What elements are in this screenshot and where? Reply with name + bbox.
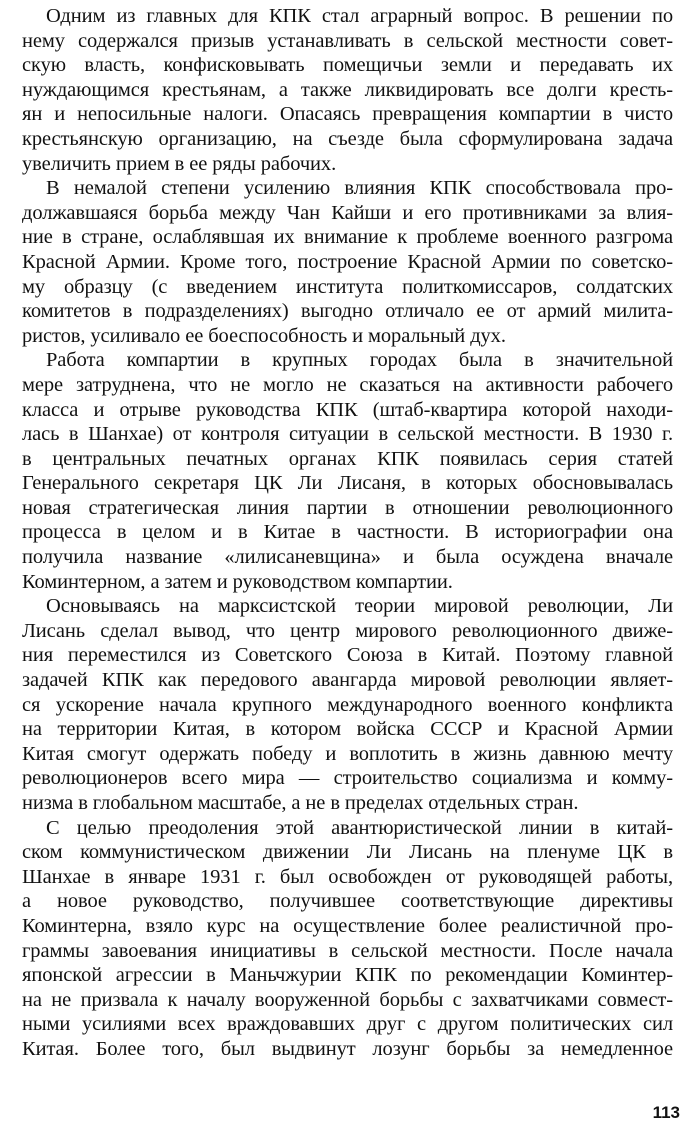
text-line: му образцу (с введением института политкомиссаров, солдатских (22, 275, 673, 298)
body-text (22, 4, 673, 1062)
text-line: ском коммунистическом движении Ли Лисань на пленуме ЦК в (22, 841, 673, 864)
text-line: нему содержался призыв устанавливать в сельской местности совет- (22, 29, 673, 52)
text-line: новая стратегическая линия партии в отношении революционного (22, 496, 673, 519)
page-number: 113 (652, 1103, 680, 1122)
text-line: в центральных печатных органах КПК появилась серия статей (22, 447, 673, 470)
text-line: Шанхае в январе 1931 г. был освобожден от руководящей работы, (22, 865, 673, 888)
text-line: революционеров всего мира — строительство социализма и комму- (22, 767, 673, 790)
text-line: мере затруднена, что не могло не сказаться на активности рабочего (22, 373, 673, 396)
text-line: ян и непосильные налоги. Опасаясь превращения компартии в чисто (22, 103, 673, 126)
text-line: ние в стране, ослаблявшая их внимание к проблеме военного разгрома (22, 226, 673, 249)
text-line: увеличить прием в ее ряды рабочих. (22, 152, 337, 175)
text-line: Красной Армии. Кроме того, построение Красной Армии по советско- (22, 250, 673, 273)
text-line: Работа компартии в крупных городах была в значительной (46, 349, 673, 372)
text-line: японской агрессии в Маньчжурии КПК по рекомендации Коминтер- (22, 964, 673, 987)
text-line: процесса в целом и в Китае в частности. В историографии она (22, 521, 673, 544)
text-line: В немалой степени усилению влияния КПК способствовала про- (46, 177, 673, 200)
text-line: Китая смогут одержать победу и воплотить в жизнь давнюю мечту (22, 742, 673, 765)
text-line: а новое руководство, получившее соответствующие директивы (22, 890, 673, 913)
text-line: Основываясь на марксистской теории мировой революции, Ли (46, 595, 673, 618)
text-line: Коминтерна, взяло курс на осуществление более реалистичной про- (22, 914, 673, 937)
text-line: ными усилиями всех враждовавших друг с другом политических сил (22, 1013, 673, 1036)
text-line: ся ускорение начала крупного международного военного конфликта (22, 693, 673, 716)
text-line: Одним из главных для КПК стал аграрный вопрос. В решении по (46, 5, 673, 27)
text-line: комитетов в подразделениях) выгодно отличало ее от армий милита- (22, 300, 673, 323)
text-line: нуждающимся крестьянам, а также ликвидировать все долги кресть- (22, 78, 673, 101)
text-line: С целью преодоления этой авантюристической линии в китай- (46, 816, 673, 839)
text-line: Коминтерном, а затем и руководством компартии. (22, 570, 453, 593)
text-line: класса и отрыве руководства КПК (штаб-квартира которой находи- (22, 398, 673, 421)
text-line: Лисань сделал вывод, что центр мирового революционного движе- (22, 619, 673, 642)
text-line: граммы завоевания инициативы в сельской местности. После начала (22, 939, 673, 962)
text-line: Генерального секретаря ЦК Ли Лисаня, в которых обосновывалась (22, 472, 673, 495)
text-line: скую власть, конфисковывать помещичьи земли и передавать их (22, 54, 673, 77)
text-line: Китая. Более того, был выдвинут лозунг борьбы за немедленное (22, 1037, 673, 1060)
text-line: задачей КПК как передового авангарда мировой революции являет- (22, 669, 673, 692)
text-line: должавшаяся борьба между Чан Кайши и его противниками за влия- (22, 201, 673, 224)
text-line: низма в глобальном масштабе, а не в пределах отдельных стран. (22, 792, 579, 814)
text-line: на не призвала к началу вооруженной борьбы с захватчиками совмест- (22, 988, 673, 1011)
text-line: получила название «лилисаневщина» и была осуждена вначале (22, 546, 673, 569)
text-line: крестьянскую организацию, на съезде была сформулирована задача (22, 127, 673, 150)
text-line: лась в Шанхае) от контроля ситуации в сельской местности. В 1930 г. (22, 423, 673, 446)
text-line: ристов, усиливало ее боеспособность и моральный дух. (22, 324, 506, 347)
text-line: ния переместился из Советского Союза в Китай. Поэтому главной (22, 644, 673, 667)
text-line: на территории Китая, в котором войска СССР и Красной Армии (22, 718, 673, 741)
